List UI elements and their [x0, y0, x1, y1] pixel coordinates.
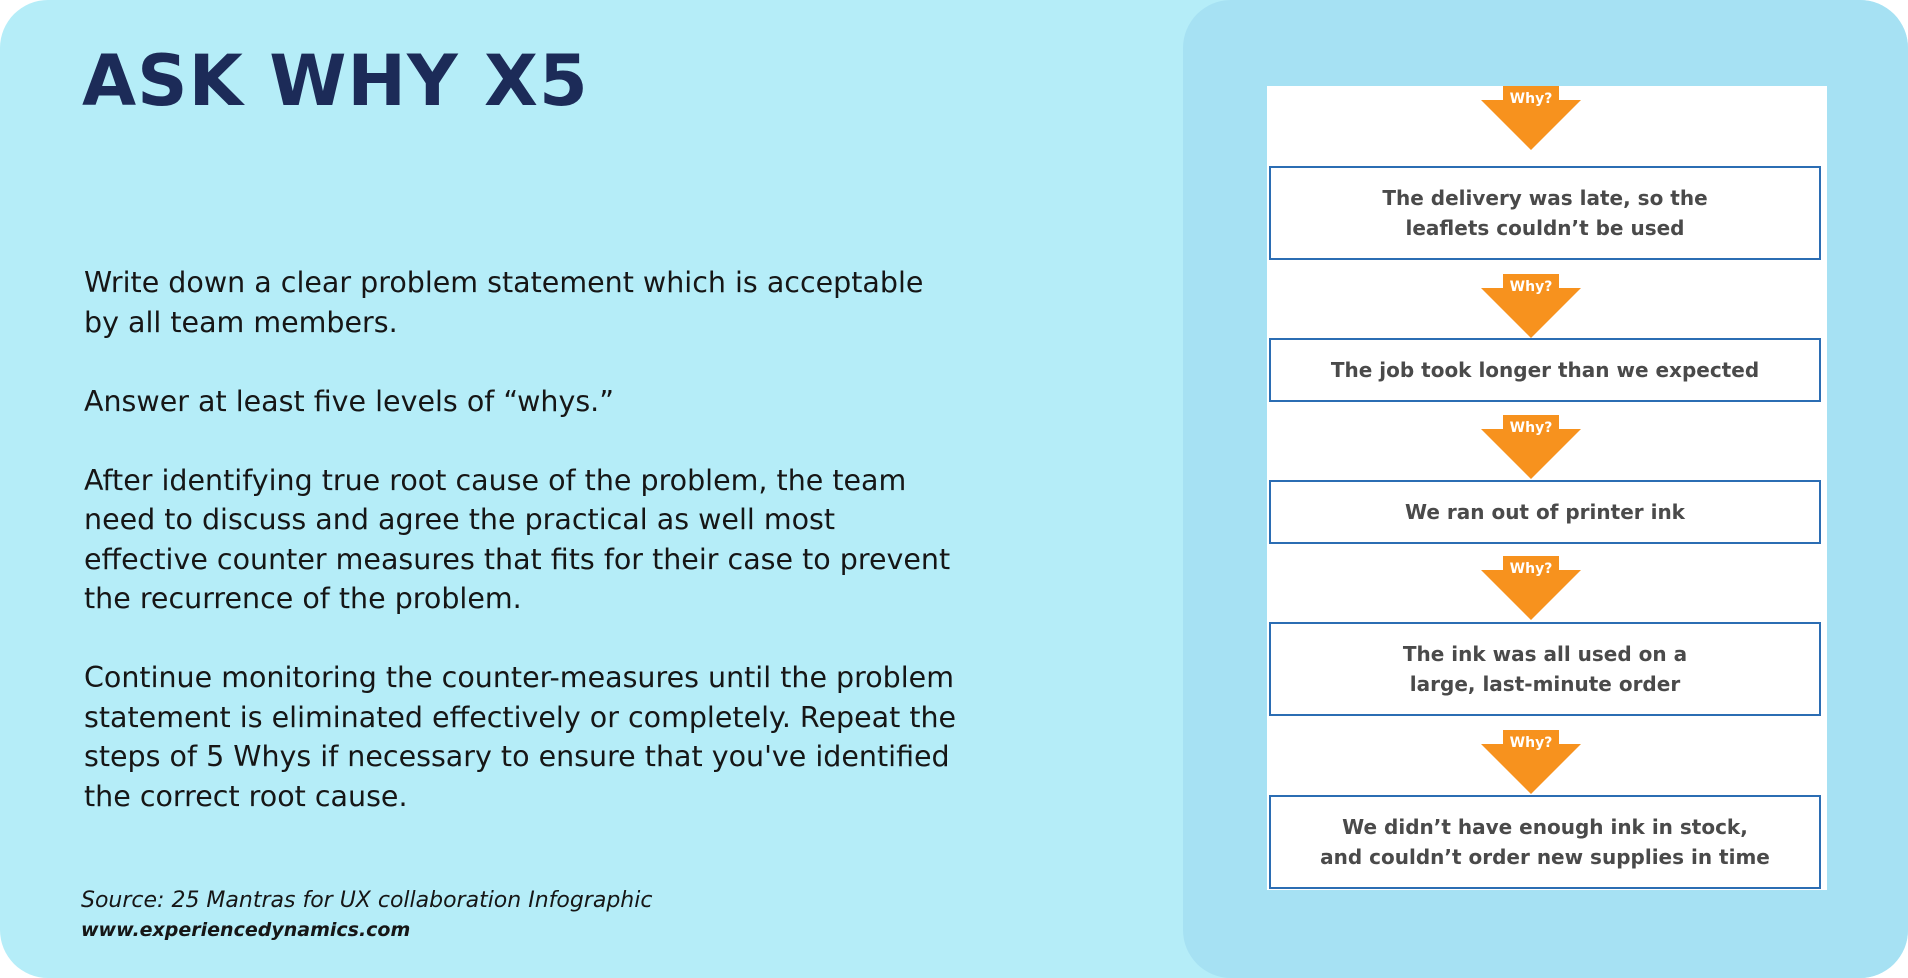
- instruction-paragraph: Continue monitoring the counter-measures until the problem statement is eliminated effectively or completely. Repeat the steps of 5 Whys if necessary to ensure that you've identified the correct root cause.: [84, 661, 957, 813]
- step-box: [1269, 622, 1821, 716]
- instruction-paragraph: Write down a clear problem statement which is acceptable by all team members.: [84, 266, 924, 339]
- instruction-paragraph: After identifying true root cause of the problem, the team need to discuss and agree the practical as well most effective counter measures that fits for their case to prevent the recurrence of the problem.: [84, 463, 951, 615]
- step-box: [1269, 338, 1821, 402]
- why-arrow-icon: [1481, 415, 1581, 479]
- why-arrow-icon: [1481, 86, 1581, 150]
- why-label: Why?: [1509, 279, 1553, 295]
- why-label: Why?: [1509, 735, 1553, 751]
- five-whys-diagram: [1267, 86, 1827, 890]
- step-box: [1269, 795, 1821, 889]
- why-label: Why?: [1509, 561, 1553, 577]
- step-box: [1269, 480, 1821, 544]
- why-label: Why?: [1509, 420, 1553, 436]
- step-text: The delivery was late, so the leaflets couldn’t be used: [1382, 186, 1708, 240]
- step-text: The ink was all used on a large, last-minute order: [1402, 642, 1688, 696]
- instructions: [84, 263, 964, 856]
- why-arrow-icon: [1481, 274, 1581, 338]
- instruction-paragraph: Answer at least five levels of “whys.”: [84, 384, 615, 418]
- step-box: [1269, 166, 1821, 260]
- why-label: Why?: [1509, 91, 1553, 107]
- why-arrow-icon: [1481, 556, 1581, 620]
- step-text: We ran out of printer ink: [1405, 500, 1685, 524]
- step-text: The job took longer than we expected: [1330, 358, 1760, 382]
- source-credit: Source: 25 Mantras for UX collaboration Infographic: [81, 888, 653, 913]
- why-arrow-icon: [1481, 730, 1581, 794]
- source-url: www.experiencedynamics.com: [81, 919, 411, 941]
- page-title: ASK WHY X5: [82, 40, 589, 122]
- step-text: We didn’t have enough ink in stock, and couldn’t order new supplies in time: [1320, 815, 1770, 869]
